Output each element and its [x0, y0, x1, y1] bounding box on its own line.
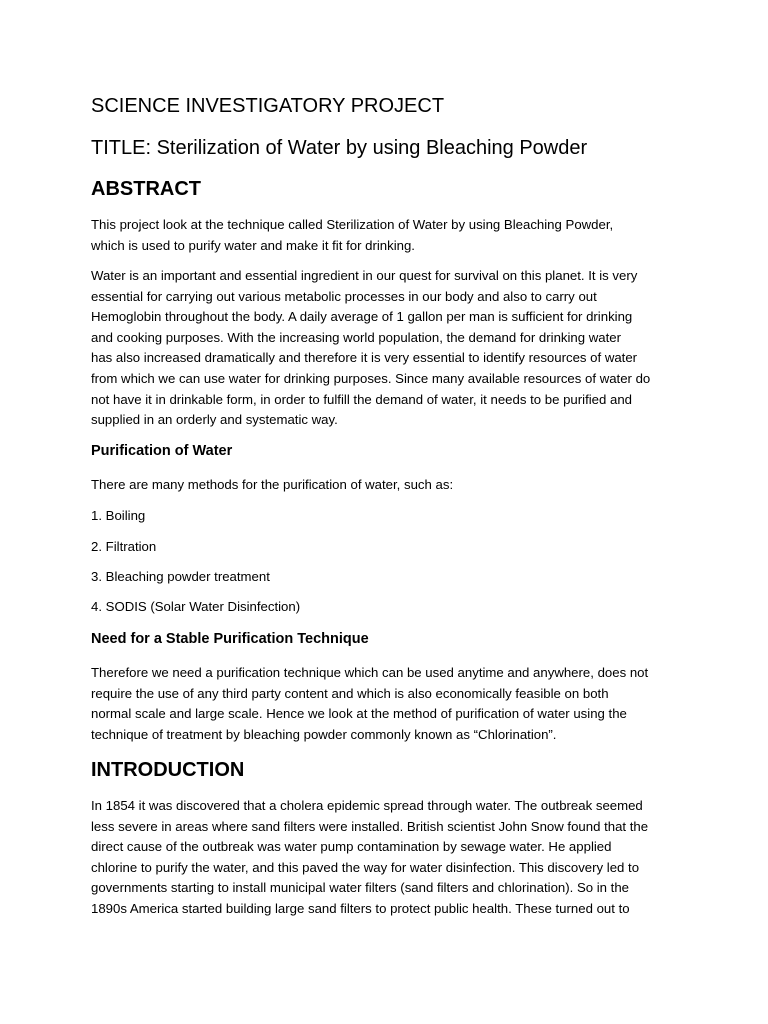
- project-label: SCIENCE INVESTIGATORY PROJECT: [91, 95, 445, 117]
- text-line: not have it in drinkable form, in order to fulfill the demand of water, it needs to be purified and: [91, 391, 633, 407]
- text-line: In 1854 it was discovered that a cholera epidemic spread through water. The outbreak seemed: [91, 798, 643, 813]
- text-line: supplied in an orderly and systematic way.: [91, 412, 338, 428]
- method-item: 1. Boiling: [91, 508, 146, 523]
- text-line: governments starting to install municipal water filters (sand filters and chlorination). So in the: [91, 880, 630, 896]
- text-line: require the use of any third party content and which is also economically feasible on both: [91, 685, 609, 701]
- introduction-heading: INTRODUCTION: [91, 759, 245, 781]
- text-line: chlorine to purify the water, and this paved the way for water disinfection. This discovery led to: [91, 859, 640, 875]
- abstract-paragraph-2: [91, 266, 691, 431]
- text-line: Hemoglobin throughout the body. A daily average of 1 gallon per man is sufficient for drinking: [91, 309, 633, 325]
- purification-heading: Purification of Water: [91, 443, 233, 459]
- abstract-paragraph-1: [91, 215, 691, 256]
- text-line: This project look at the technique called Sterilization of Water by using Bleaching Powder,: [91, 217, 614, 232]
- text-line: Water is an important and essential ingredient in our quest for survival on this planet. It is very: [91, 268, 638, 283]
- text-line: has also increased dramatically and therefore it is very essential to identify resources of water: [91, 350, 638, 366]
- text-line: Therefore we need a purification technique which can be used anytime and anywhere, does not: [91, 665, 649, 680]
- need-paragraph: [91, 663, 691, 745]
- abstract-heading: ABSTRACT: [91, 178, 201, 200]
- document-title: TITLE: Sterilization of Water by using Bleaching Powder: [91, 137, 588, 159]
- method-item: 3. Bleaching powder treatment: [91, 569, 270, 584]
- method-item: 4. SODIS (Solar Water Disinfection): [91, 599, 301, 614]
- text-line: direct cause of the outbreak was water pump contamination by sewage water. He applied: [91, 839, 612, 855]
- introduction-paragraph: [91, 796, 691, 920]
- text-line: and cooking purposes. With the increasing world population, the demand for drinking water: [91, 329, 622, 345]
- need-heading: Need for a Stable Purification Technique: [91, 631, 369, 647]
- method-item: 2. Filtration: [91, 539, 157, 554]
- text-line: normal scale and large scale. Hence we look at the method of purification of water using the: [91, 706, 627, 722]
- text-line: less severe in areas where sand filters were installed. British scientist John Snow found that the: [91, 818, 649, 834]
- text-line: which is used to purify water and make it fit for drinking.: [91, 237, 415, 253]
- text-line: 1890s America started building large sand filters to protect public health. These turned out to: [91, 900, 630, 916]
- text-line: from which we can use water for drinking purposes. Since many available resources of water do: [91, 370, 651, 386]
- purification-intro: There are many methods for the purification of water, such as:: [91, 477, 454, 492]
- text-line: technique of treatment by bleaching powder commonly known as “Chlorination”.: [91, 726, 557, 742]
- text-line: essential for carrying out various metabolic processes in our body and also to carry out: [91, 288, 597, 304]
